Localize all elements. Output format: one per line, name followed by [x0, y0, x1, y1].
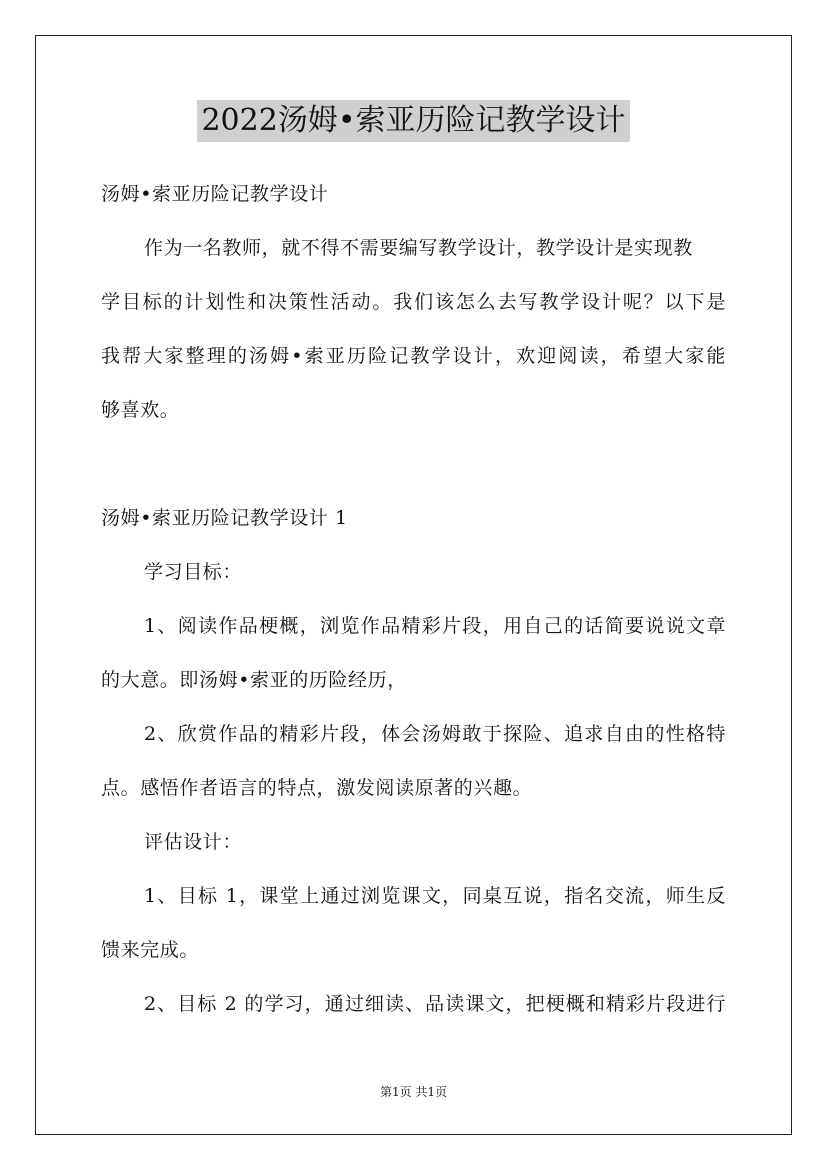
paragraph-line: 2、欣赏作品的精彩片段，体会汤姆敢于探险、追求自由的性格特: [144, 723, 726, 745]
paragraph-line: 评估设计：: [144, 831, 243, 853]
paragraph-line: 学习目标：: [144, 561, 243, 583]
paragraph-line: 点。感悟作者语言的特点，激发阅读原著的兴趣。: [101, 777, 533, 799]
paragraph-line: 2、目标 2 的学习，通过细读、品读课文，把梗概和精彩片段进行: [144, 993, 726, 1015]
subtitle-line: 汤姆•索亚历险记教学设计: [101, 183, 329, 205]
section-heading: 汤姆•索亚历险记教学设计 1: [101, 507, 348, 529]
paragraph-line: 的大意。即汤姆•索亚的历险经历，: [101, 669, 407, 691]
paragraph-line: 学目标的计划性和决策性活动。我们该怎么去写教学设计呢？以下是: [101, 291, 726, 313]
paragraph-line: 1、目标 1，课堂上通过浏览课文，同桌互说，指名交流，师生反: [144, 885, 726, 907]
paragraph-line: 我帮大家整理的汤姆•索亚历险记教学设计，欢迎阅读，希望大家能: [101, 345, 726, 367]
paragraph-line: 作为一名教师，就不得不需要编写教学设计，教学设计是实现教: [144, 237, 693, 259]
paragraph-line: 1、阅读作品梗概，浏览作品精彩片段，用自己的话简要说说文章: [144, 615, 726, 637]
document-title: 2022汤姆•索亚历险记教学设计: [197, 100, 629, 142]
paragraph-line: 够喜欢。: [101, 399, 180, 421]
page-number-footer: 第1页 共1页: [379, 1085, 448, 1099]
paragraph-line: 馈来完成。: [101, 939, 200, 961]
